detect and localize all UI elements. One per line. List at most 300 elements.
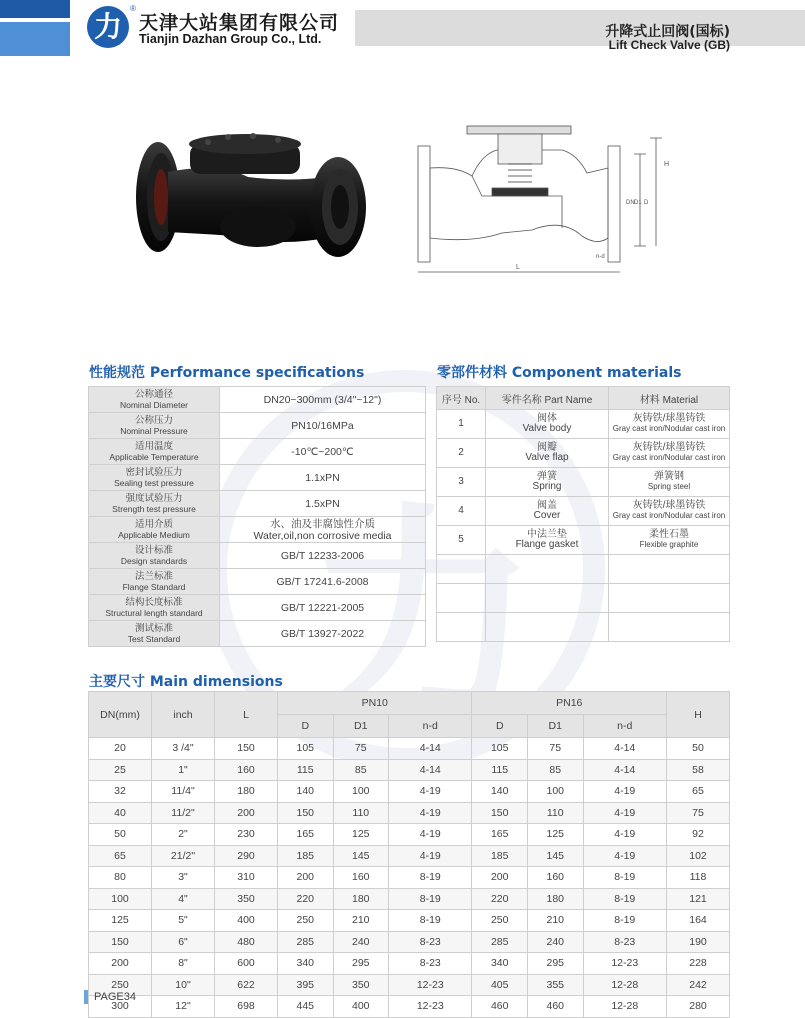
- dim-cell-pn16-nd: 4-14: [583, 738, 666, 760]
- dim-cell-inch: 8": [152, 953, 215, 975]
- component-no: 4: [437, 497, 486, 526]
- dim-cell-l: 310: [215, 867, 278, 889]
- performance-row: [89, 387, 426, 413]
- dim-cell-inch: 4": [152, 888, 215, 910]
- performance-row: [89, 595, 426, 621]
- performance-value-text: GB/T 12233-2006: [280, 549, 365, 562]
- dim-cell-l: 180: [215, 781, 278, 803]
- performance-label-en: Nominal Pressure: [120, 425, 188, 436]
- dim-cell-pn10-d: 250: [278, 910, 334, 932]
- dim-cell-pn10-d: 140: [278, 781, 334, 803]
- component-name: [486, 439, 609, 468]
- dimension-row: [89, 953, 730, 975]
- performance-title-en: Performance specifications: [149, 365, 365, 381]
- dim-cell-pn10-d1: 180: [333, 888, 389, 910]
- component-material-cn: 灰铸铁/球墨铸铁: [632, 500, 706, 511]
- dimension-row: [89, 781, 730, 803]
- dimension-row: [89, 888, 730, 910]
- performance-label-en: Applicable Temperature: [109, 451, 199, 462]
- dim-cell-inch: 3": [152, 867, 215, 889]
- dim-cell-pn10-nd: 8-23: [389, 931, 472, 953]
- dim-cell-pn16-d1: 75: [528, 738, 584, 760]
- company-name-cn: 天津大站集团有限公司: [139, 12, 340, 34]
- component-name-cn: 阀体: [537, 413, 557, 424]
- dim-cell-inch: 11/4": [152, 781, 215, 803]
- component-material-en: Gray cast iron/Nodular cast iron: [612, 424, 726, 433]
- product-title-en: Lift Check Valve (GB): [608, 38, 730, 52]
- dim-cell-l: 480: [215, 931, 278, 953]
- dim-cell-pn10-d: 105: [278, 738, 334, 760]
- dim-cell-pn10-d1: 85: [333, 759, 389, 781]
- components-table: [436, 386, 730, 642]
- dim-cell-pn10-d: 285: [278, 931, 334, 953]
- performance-label: [89, 543, 220, 569]
- dim-cell-l: 200: [215, 802, 278, 824]
- performance-label: [89, 413, 220, 439]
- dim-cell-pn10-d1: 295: [333, 953, 389, 975]
- dim-cell-pn10-nd: 8-19: [389, 867, 472, 889]
- performance-row: [89, 465, 426, 491]
- dim-cell-dn: 300: [89, 996, 152, 1018]
- drawing-label-l: L: [516, 264, 520, 271]
- dim-cell-pn16-d1: 295: [528, 953, 584, 975]
- performance-label: [89, 621, 220, 647]
- drawing-label-h: H: [664, 161, 670, 168]
- dim-cell-pn16-d: 460: [472, 996, 528, 1018]
- dim-cell-pn10-nd: 8-23: [389, 953, 472, 975]
- performance-value: [220, 387, 426, 413]
- dim-cell-h: 65: [667, 781, 730, 803]
- performance-row: [89, 621, 426, 647]
- dim-cell-pn10-d: 395: [278, 974, 334, 996]
- dim-cell-pn10-nd: 4-19: [389, 802, 472, 824]
- component-material-cn: 灰铸铁/球墨铸铁: [632, 442, 706, 453]
- component-name-cn: 中法兰垫: [527, 529, 567, 540]
- performance-label-cn: 适用介质: [134, 518, 173, 530]
- performance-label: [89, 595, 220, 621]
- dim-cell-h: 190: [667, 931, 730, 953]
- dim-cell-pn10-d: 115: [278, 759, 334, 781]
- component-material-en: Gray cast iron/Nodular cast iron: [612, 453, 726, 462]
- dim-cell-pn16-d: 115: [472, 759, 528, 781]
- dim-cell-pn16-d: 250: [472, 910, 528, 932]
- component-no: 5: [437, 526, 486, 555]
- dim-cell-l: 290: [215, 845, 278, 867]
- dim-cell-pn16-nd: 4-14: [583, 759, 666, 781]
- dim-cell-dn: 40: [89, 802, 152, 824]
- performance-label-en: Test Standard: [127, 633, 181, 644]
- performance-label-cn: 强度试验压力: [125, 492, 183, 504]
- corner-bar-light: [0, 22, 70, 56]
- dim-cell-pn10-d1: 400: [333, 996, 389, 1018]
- dim-cell-inch: 2": [152, 824, 215, 846]
- dim-cell-pn10-d: 165: [278, 824, 334, 846]
- component-material: [609, 468, 730, 497]
- dim-cell-pn16-d: 200: [472, 867, 528, 889]
- dim-cell-pn16-nd: 8-23: [583, 931, 666, 953]
- performance-value: [220, 491, 426, 517]
- dimension-row: [89, 867, 730, 889]
- component-name-en: Cover: [533, 510, 561, 521]
- dim-cell-pn10-d1: 240: [333, 931, 389, 953]
- component-name-cn: 阀盖: [537, 500, 557, 511]
- dim-cell-pn16-d: 405: [472, 974, 528, 996]
- component-no: 2: [437, 439, 486, 468]
- dim-cell-pn10-d1: 160: [333, 867, 389, 889]
- component-row-empty: [437, 555, 730, 584]
- performance-value: [220, 569, 426, 595]
- performance-label-cn: 公称压力: [134, 414, 173, 426]
- performance-label-en: Design standards: [120, 555, 188, 566]
- component-material-cn: 弹簧钢: [654, 471, 684, 482]
- component-name: [486, 410, 609, 439]
- performance-value-text: DN20~300mm (3/4"~12"): [263, 393, 382, 406]
- dim-cell-pn16-d1: 240: [528, 931, 584, 953]
- performance-label-cn: 适用温度: [134, 440, 173, 452]
- component-row: [437, 468, 730, 497]
- performance-label-en: Strength test pressure: [112, 503, 196, 514]
- dim-header-inch: inch: [152, 692, 215, 738]
- performance-label-cn: 结构长度标准: [125, 596, 183, 608]
- dim-cell-inch: 3 /4": [152, 738, 215, 760]
- registered-mark: ®: [130, 4, 136, 13]
- component-row-empty: [437, 613, 730, 642]
- dim-cell-h: 58: [667, 759, 730, 781]
- dim-cell-h: 164: [667, 910, 730, 932]
- dim-cell-pn16-d1: 210: [528, 910, 584, 932]
- dim-cell-pn10-nd: 4-19: [389, 824, 472, 846]
- dimension-row: [89, 931, 730, 953]
- component-no: 1: [437, 410, 486, 439]
- dim-cell-l: 150: [215, 738, 278, 760]
- dim-header-pn10-d1: D1: [333, 715, 389, 738]
- dim-cell-l: 160: [215, 759, 278, 781]
- dim-cell-h: 75: [667, 802, 730, 824]
- product-title-cn: 升降式止回阀(国标): [605, 24, 730, 40]
- drawing-label-d: D: [644, 200, 649, 206]
- component-empty-cell: [486, 584, 609, 613]
- dim-cell-h: 92: [667, 824, 730, 846]
- dim-cell-pn16-d: 150: [472, 802, 528, 824]
- dim-cell-dn: 32: [89, 781, 152, 803]
- dimension-row: [89, 759, 730, 781]
- dim-cell-pn16-d: 165: [472, 824, 528, 846]
- dim-cell-dn: 200: [89, 953, 152, 975]
- col-header-part: 零件名称 Part Name: [486, 387, 609, 410]
- dim-cell-pn16-d1: 100: [528, 781, 584, 803]
- components-title-en: Component materials: [511, 365, 682, 381]
- component-name-cn: 阀瓣: [537, 442, 557, 453]
- performance-value-text: -10℃~200℃: [291, 445, 354, 458]
- dim-cell-pn16-d: 340: [472, 953, 528, 975]
- performance-label-cn: 密封试验压力: [125, 466, 183, 478]
- dim-cell-pn10-d1: 100: [333, 781, 389, 803]
- dim-cell-pn10-d1: 350: [333, 974, 389, 996]
- dim-cell-inch: 5": [152, 910, 215, 932]
- dim-cell-pn16-d1: 85: [528, 759, 584, 781]
- dim-cell-pn10-nd: 4-14: [389, 738, 472, 760]
- dim-cell-pn16-d1: 160: [528, 867, 584, 889]
- dimension-row: [89, 824, 730, 846]
- component-row: [437, 410, 730, 439]
- dim-cell-pn10-nd: 4-14: [389, 759, 472, 781]
- performance-row: [89, 569, 426, 595]
- dim-cell-dn: 25: [89, 759, 152, 781]
- components-title-cn: 零部件材料: [437, 365, 507, 381]
- dim-cell-l: 400: [215, 910, 278, 932]
- dim-header-pn10-d: D: [278, 715, 334, 738]
- component-material-en: Flexible graphite: [639, 540, 699, 549]
- component-row-empty: [437, 584, 730, 613]
- dim-cell-pn16-d1: 125: [528, 824, 584, 846]
- dimension-row: [89, 910, 730, 932]
- component-material-en: Spring steel: [647, 482, 691, 491]
- performance-value-text: 1.1xPN: [305, 471, 340, 484]
- dim-header-pn16: PN16: [472, 692, 667, 715]
- dim-cell-pn10-nd: 4-19: [389, 781, 472, 803]
- component-empty-cell: [609, 613, 730, 642]
- dim-header-dn: DN(mm): [89, 692, 152, 738]
- performance-label-en: Applicable Medium: [118, 529, 190, 540]
- dim-cell-inch: 6": [152, 931, 215, 953]
- component-name-en: Valve body: [522, 423, 572, 434]
- dim-cell-dn: 20: [89, 738, 152, 760]
- component-empty-cell: [609, 584, 730, 613]
- component-material: [609, 526, 730, 555]
- dim-header-l: L: [215, 692, 278, 738]
- col-header-material: 材料 Material: [609, 387, 730, 410]
- component-name: [486, 526, 609, 555]
- performance-row: [89, 413, 426, 439]
- component-name: [486, 468, 609, 497]
- dimensions-title-cn: 主要尺寸: [89, 674, 145, 690]
- performance-table: [88, 386, 426, 647]
- dim-cell-l: 230: [215, 824, 278, 846]
- dim-cell-pn16-nd: 4-19: [583, 802, 666, 824]
- dimensions-title-en: Main dimensions: [149, 674, 283, 690]
- component-empty-cell: [437, 555, 486, 584]
- dim-cell-pn16-d: 185: [472, 845, 528, 867]
- performance-label: [89, 491, 220, 517]
- performance-label-cn: 公称通径: [134, 388, 173, 400]
- components-section-title: [437, 362, 682, 382]
- dim-cell-pn16-d1: 460: [528, 996, 584, 1018]
- dim-cell-pn10-d1: 110: [333, 802, 389, 824]
- component-material: [609, 410, 730, 439]
- performance-value: [220, 439, 426, 465]
- dim-cell-dn: 80: [89, 867, 152, 889]
- dimension-row: [89, 738, 730, 760]
- performance-label: [89, 569, 220, 595]
- performance-value: [220, 543, 426, 569]
- dim-cell-pn10-nd: 12-23: [389, 996, 472, 1018]
- dim-cell-pn16-nd: 12-28: [583, 996, 666, 1018]
- component-material-cn: 柔性石墨: [649, 529, 689, 540]
- dim-cell-pn16-nd: 4-19: [583, 824, 666, 846]
- dim-header-pn16-d: D: [472, 715, 528, 738]
- dim-cell-dn: 250: [89, 974, 152, 996]
- performance-label: [89, 439, 220, 465]
- component-name-en: Valve flap: [525, 452, 569, 463]
- component-name-en: Flange gasket: [515, 539, 579, 550]
- component-name-en: Spring: [532, 481, 562, 492]
- dim-cell-pn16-d1: 145: [528, 845, 584, 867]
- performance-value-text: 水、油及非腐蚀性介质: [270, 517, 375, 530]
- performance-row: [89, 543, 426, 569]
- performance-title-cn: 性能规范: [89, 365, 145, 381]
- drawing-label-dn: DN: [626, 200, 635, 206]
- component-name: [486, 497, 609, 526]
- component-empty-cell: [486, 555, 609, 584]
- page-number: PAGE34: [84, 990, 136, 1004]
- dim-header-pn10: PN10: [278, 692, 472, 715]
- company-name-en: Tianjin Dazhan Group Co., Ltd.: [139, 32, 322, 46]
- dim-cell-pn10-d: 185: [278, 845, 334, 867]
- dim-cell-dn: 125: [89, 910, 152, 932]
- dimension-row: [89, 845, 730, 867]
- col-header-no: 序号 No.: [437, 387, 486, 410]
- header-corner-decoration: [0, 0, 70, 56]
- dim-cell-pn10-d1: 125: [333, 824, 389, 846]
- dim-cell-pn16-d1: 110: [528, 802, 584, 824]
- dim-cell-pn16-d: 105: [472, 738, 528, 760]
- dim-cell-inch: 12": [152, 996, 215, 1018]
- dim-cell-pn10-d: 220: [278, 888, 334, 910]
- dimension-row: [89, 974, 730, 996]
- dim-cell-dn: 100: [89, 888, 152, 910]
- performance-row: [89, 439, 426, 465]
- dim-cell-pn16-nd: 8-19: [583, 867, 666, 889]
- performance-value: [220, 621, 426, 647]
- dim-cell-dn: 65: [89, 845, 152, 867]
- dim-cell-pn10-nd: 12-23: [389, 974, 472, 996]
- performance-label-en: Structural length standard: [105, 607, 203, 618]
- dim-cell-pn16-nd: 8-19: [583, 888, 666, 910]
- performance-label: [89, 465, 220, 491]
- dimension-row: [89, 996, 730, 1018]
- dim-cell-l: 698: [215, 996, 278, 1018]
- dim-cell-pn16-nd: 8-19: [583, 910, 666, 932]
- dimension-row: [89, 802, 730, 824]
- component-row: [437, 526, 730, 555]
- dimensions-section-title: [89, 671, 283, 691]
- performance-value-text: 1.5xPN: [305, 497, 340, 510]
- dim-header-pn16-nd: n-d: [583, 715, 666, 738]
- dim-cell-pn16-d: 140: [472, 781, 528, 803]
- dim-cell-inch: 11/2": [152, 802, 215, 824]
- dim-cell-dn: 50: [89, 824, 152, 846]
- dim-cell-inch: 1": [152, 759, 215, 781]
- performance-value: [220, 595, 426, 621]
- dim-cell-pn16-d: 220: [472, 888, 528, 910]
- dim-cell-pn16-d1: 355: [528, 974, 584, 996]
- dim-cell-pn10-nd: 8-19: [389, 910, 472, 932]
- dim-cell-pn16-d: 285: [472, 931, 528, 953]
- dim-header-pn16-d1: D1: [528, 715, 584, 738]
- dim-header-h: H: [667, 692, 730, 738]
- performance-label-cn: 设计标准: [134, 544, 173, 556]
- dim-cell-pn10-d1: 145: [333, 845, 389, 867]
- dim-cell-pn10-d1: 75: [333, 738, 389, 760]
- component-row: [437, 439, 730, 468]
- component-empty-cell: [609, 555, 730, 584]
- dim-cell-pn16-nd: 4-19: [583, 781, 666, 803]
- performance-value: [220, 413, 426, 439]
- dim-cell-pn10-nd: 8-19: [389, 888, 472, 910]
- dimensions-table: [88, 691, 730, 1018]
- component-material-en: Gray cast iron/Nodular cast iron: [612, 511, 726, 520]
- performance-value-text: PN10/16MPa: [291, 419, 354, 432]
- component-empty-cell: [486, 613, 609, 642]
- dim-cell-pn10-d: 200: [278, 867, 334, 889]
- dim-cell-l: 622: [215, 974, 278, 996]
- performance-value-text: GB/T 12221-2005: [280, 601, 365, 614]
- dim-cell-pn10-d: 445: [278, 996, 334, 1018]
- component-row: [437, 497, 730, 526]
- component-material: [609, 439, 730, 468]
- performance-label-en: Flange Standard: [122, 581, 186, 592]
- performance-row: [89, 491, 426, 517]
- dim-cell-inch: 21/2": [152, 845, 215, 867]
- performance-label: [89, 387, 220, 413]
- dim-cell-h: 242: [667, 974, 730, 996]
- performance-value: [220, 465, 426, 491]
- dim-cell-l: 350: [215, 888, 278, 910]
- performance-label-en: Sealing test pressure: [114, 477, 194, 488]
- dim-cell-pn16-d1: 180: [528, 888, 584, 910]
- company-logo-icon: 力: [87, 6, 129, 48]
- performance-value-text: GB/T 17241.6-2008: [276, 575, 369, 588]
- valve-photo: [128, 122, 368, 272]
- component-no: 3: [437, 468, 486, 497]
- performance-row: [89, 517, 426, 543]
- drawing-label-nd: n-d: [596, 254, 605, 260]
- performance-value-text-en: Water,oil,non corrosive media: [253, 529, 392, 542]
- dim-cell-h: 121: [667, 888, 730, 910]
- drawing-label-d1: D1: [634, 200, 642, 206]
- product-title-bar: [355, 10, 805, 52]
- dim-cell-pn16-nd: 4-19: [583, 845, 666, 867]
- dim-cell-h: 280: [667, 996, 730, 1018]
- component-material: [609, 497, 730, 526]
- dim-cell-h: 50: [667, 738, 730, 760]
- dim-cell-pn10-d: 150: [278, 802, 334, 824]
- performance-label-en: Nominal Diameter: [119, 399, 189, 410]
- dim-cell-h: 118: [667, 867, 730, 889]
- dim-cell-pn16-nd: 12-23: [583, 953, 666, 975]
- dim-cell-pn10-d1: 210: [333, 910, 389, 932]
- performance-label: [89, 517, 220, 543]
- valve-section-drawing: [412, 118, 690, 280]
- dim-cell-h: 102: [667, 845, 730, 867]
- dim-cell-pn16-nd: 12-28: [583, 974, 666, 996]
- dim-cell-l: 600: [215, 953, 278, 975]
- dim-cell-pn10-d: 340: [278, 953, 334, 975]
- dim-header-pn10-nd: n-d: [389, 715, 472, 738]
- performance-section-title: [89, 362, 364, 382]
- performance-label-cn: 测试标准: [134, 622, 173, 634]
- dim-cell-inch: 10": [152, 974, 215, 996]
- dim-cell-dn: 150: [89, 931, 152, 953]
- component-empty-cell: [437, 584, 486, 613]
- component-material-cn: 灰铸铁/球墨铸铁: [632, 413, 706, 424]
- dim-cell-h: 228: [667, 953, 730, 975]
- performance-value-text: GB/T 13927-2022: [280, 627, 365, 640]
- dim-cell-pn10-nd: 4-19: [389, 845, 472, 867]
- performance-label-cn: 法兰标准: [134, 570, 173, 582]
- performance-value: [220, 517, 426, 543]
- component-name-cn: 弹簧: [537, 471, 557, 482]
